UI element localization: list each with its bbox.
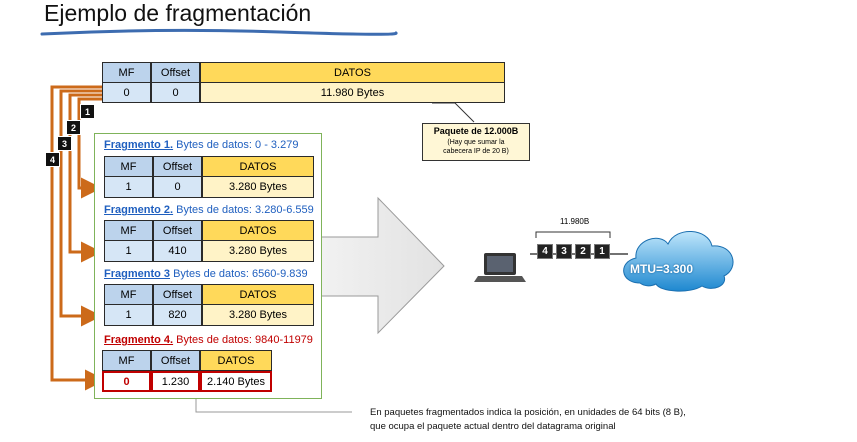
packet-1: 1 [594, 244, 610, 259]
frag1-mf-value: 1 [104, 176, 153, 198]
frag2-mf-value: 1 [104, 240, 153, 262]
frag1-header-mf: MF [104, 156, 153, 177]
fragment-number-1: 1 [80, 104, 95, 119]
original-header-offset: Offset [151, 62, 200, 83]
packet-3: 3 [556, 244, 572, 259]
original-mf-value: 0 [102, 82, 151, 103]
frag2-datos-value: 3.280 Bytes [202, 240, 314, 262]
frag1-offset-value: 0 [153, 176, 202, 198]
fragment-4-label: Fragmento 4. Bytes de datos: 9840-11979 [104, 334, 313, 346]
frag3-mf-value: 1 [104, 304, 153, 326]
frag4-header-offset: Offset [151, 350, 200, 371]
frag2-header-datos: DATOS [202, 220, 314, 241]
total-size-label: 11.980B [560, 217, 590, 226]
original-header-datos: DATOS [200, 62, 505, 83]
frag4-datos-value: 2.140 Bytes [200, 371, 272, 392]
fragment-3-label: Fragmento 3 Bytes de datos: 6560-9.839 [104, 268, 308, 280]
frag3-offset-value: 820 [153, 304, 202, 326]
fragment-number-3: 3 [57, 136, 72, 151]
laptop-icon [474, 253, 526, 282]
frag1-header-offset: Offset [153, 156, 202, 177]
fragment-2-label: Fragmento 2. Bytes de datos: 3.280-6.559 [104, 204, 314, 216]
note-line-2: que ocupa el paquete actual dentro del datagrama original [370, 421, 616, 432]
frag3-header-mf: MF [104, 284, 153, 305]
frag4-mf-value: 0 [102, 371, 151, 392]
frag2-offset-value: 410 [153, 240, 202, 262]
callout-pointer [432, 103, 474, 122]
fragment-number-2: 2 [66, 120, 81, 135]
packet-4: 4 [537, 244, 553, 259]
offset-note [370, 406, 686, 434]
mtu-label: MTU=3.300 [630, 262, 694, 276]
fragment-1-label: Fragmento 1. Bytes de datos: 0 - 3.279 [104, 139, 299, 151]
frag4-offset-value: 1.230 [151, 371, 200, 392]
packet-2: 2 [575, 244, 591, 259]
frag3-datos-value: 3.280 Bytes [202, 304, 314, 326]
page-title: Ejemplo de fragmentación [44, 0, 312, 26]
frag4-header-mf: MF [102, 350, 151, 371]
frag1-header-datos: DATOS [202, 156, 314, 177]
callout-line2: cabecera IP de 20 B) [443, 148, 509, 155]
frag3-header-datos: DATOS [202, 284, 314, 305]
frag2-header-mf: MF [104, 220, 153, 241]
original-datos-value: 11.980 Bytes [200, 82, 505, 103]
frag3-header-offset: Offset [153, 284, 202, 305]
note-line-1: En paquetes fragmentados indica la posición, en unidades de 64 bits (8 B), [370, 407, 686, 418]
frag1-datos-value: 3.280 Bytes [202, 176, 314, 198]
frag4-header-datos: DATOS [200, 350, 272, 371]
frag2-header-offset: Offset [153, 220, 202, 241]
original-header-mf: MF [102, 62, 151, 83]
callout-title: Paquete de 12.000B [433, 126, 519, 136]
callout-line1: (Hay que sumar la [447, 139, 505, 146]
packet-size-callout [422, 123, 530, 161]
original-offset-value: 0 [151, 82, 200, 103]
fragment-number-4: 4 [45, 152, 60, 167]
